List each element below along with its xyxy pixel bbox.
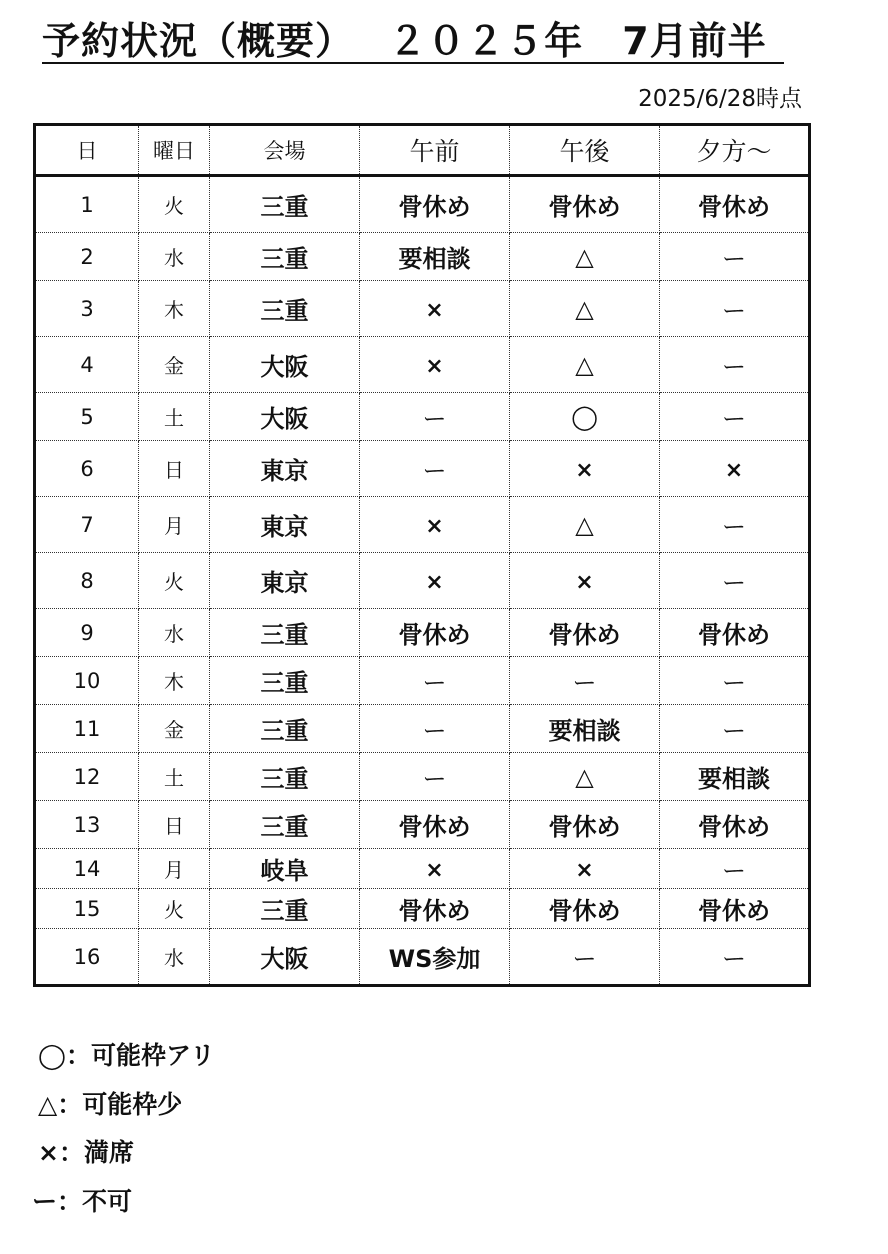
morning-cell	[360, 753, 510, 801]
table-row	[35, 281, 810, 337]
afternoon-cell: 骨休め	[510, 176, 660, 233]
venue-cell: 三重	[210, 233, 360, 281]
legend-available: ◯：可能枠アリ	[38, 1041, 215, 1070]
day-cell: 7	[35, 497, 139, 553]
afternoon-cell	[510, 753, 660, 801]
header-venue: 会場	[210, 125, 360, 176]
day-cell: 8	[35, 553, 139, 609]
afternoon-cell	[510, 393, 660, 441]
morning-cell	[360, 497, 510, 553]
evening-cell	[660, 441, 810, 497]
evening-cell	[660, 497, 810, 553]
status-mark: ー	[722, 717, 746, 745]
afternoon-cell: 骨休め	[510, 889, 660, 929]
table-row	[35, 553, 810, 609]
venue-cell: 大阪	[210, 929, 360, 986]
venue-cell: 三重	[210, 705, 360, 753]
evening-cell: 要相談	[660, 753, 810, 801]
venue-cell: 東京	[210, 441, 360, 497]
status-mark: △	[575, 762, 594, 791]
morning-cell	[360, 657, 510, 705]
morning-cell: 骨休め	[360, 889, 510, 929]
weekday-cell: 火	[139, 553, 210, 609]
day-cell: 11	[35, 705, 139, 753]
morning-cell	[360, 281, 510, 337]
table-row	[35, 889, 810, 929]
status-mark: ー	[572, 945, 597, 973]
status-mark: ×	[425, 353, 444, 379]
evening-cell	[660, 233, 810, 281]
day-cell: 10	[35, 657, 139, 705]
morning-cell: 骨休め	[360, 176, 510, 233]
table-row	[35, 176, 810, 233]
morning-cell	[360, 337, 510, 393]
evening-cell	[660, 337, 810, 393]
header-day: 日	[35, 125, 139, 176]
header-weekday: 曜日	[139, 125, 210, 176]
day-cell: 12	[35, 753, 139, 801]
legend-full: ×：満席	[38, 1138, 134, 1167]
day-cell: 1	[35, 176, 139, 233]
status-mark: △	[575, 294, 594, 323]
afternoon-cell	[510, 337, 660, 393]
venue-cell: 三重	[210, 281, 360, 337]
morning-cell	[360, 553, 510, 609]
weekday-cell: 水	[139, 929, 210, 986]
status-mark: ー	[422, 457, 447, 485]
evening-cell	[660, 553, 810, 609]
status-mark: ー	[722, 857, 746, 885]
as-of-date: 2025/6/28時点	[638, 86, 802, 112]
day-cell: 3	[35, 281, 139, 337]
status-mark: ー	[722, 945, 746, 973]
status-mark: ー	[422, 405, 447, 433]
afternoon-cell	[510, 657, 660, 705]
title-underline	[42, 62, 784, 64]
morning-cell	[360, 849, 510, 889]
status-mark: ー	[422, 717, 447, 745]
weekday-cell: 日	[139, 441, 210, 497]
evening-cell	[660, 929, 810, 986]
venue-cell: 三重	[210, 609, 360, 657]
evening-cell: 骨休め	[660, 609, 810, 657]
morning-cell	[360, 441, 510, 497]
weekday-cell: 月	[139, 849, 210, 889]
evening-cell	[660, 393, 810, 441]
morning-cell: 要相談	[360, 233, 510, 281]
morning-cell	[360, 705, 510, 753]
status-mark: ー	[572, 669, 597, 697]
weekday-cell: 日	[139, 801, 210, 849]
status-mark: ×	[425, 513, 444, 539]
weekday-cell: 火	[139, 176, 210, 233]
weekday-cell: 火	[139, 889, 210, 929]
venue-cell: 東京	[210, 497, 360, 553]
status-mark: ー	[722, 353, 746, 381]
status-mark: ー	[722, 405, 746, 433]
weekday-cell: 木	[139, 281, 210, 337]
status-mark: ー	[722, 297, 746, 325]
venue-cell: 大阪	[210, 337, 360, 393]
afternoon-cell: 要相談	[510, 705, 660, 753]
header-row	[35, 125, 810, 176]
morning-cell	[360, 393, 510, 441]
status-mark: △	[575, 350, 594, 379]
table-body	[35, 176, 810, 986]
table-row	[35, 337, 810, 393]
status-mark: ×	[575, 857, 594, 883]
day-cell: 4	[35, 337, 139, 393]
status-mark: ×	[425, 857, 444, 883]
weekday-cell: 土	[139, 753, 210, 801]
table-row	[35, 801, 810, 849]
table-row	[35, 929, 810, 986]
venue-cell: 東京	[210, 553, 360, 609]
afternoon-cell	[510, 233, 660, 281]
evening-cell	[660, 849, 810, 889]
venue-cell: 三重	[210, 889, 360, 929]
day-cell: 6	[35, 441, 139, 497]
table-row	[35, 609, 810, 657]
weekday-cell: 月	[139, 497, 210, 553]
table-row	[35, 393, 810, 441]
status-mark: ー	[422, 765, 447, 793]
status-mark: ー	[422, 669, 447, 697]
table-row	[35, 441, 810, 497]
evening-cell: 骨休め	[660, 889, 810, 929]
table-row	[35, 497, 810, 553]
evening-cell: 骨休め	[660, 176, 810, 233]
table-row	[35, 233, 810, 281]
status-mark: ×	[575, 569, 594, 595]
status-mark: ×	[575, 457, 594, 483]
venue-cell: 大阪	[210, 393, 360, 441]
afternoon-cell	[510, 441, 660, 497]
day-cell: 14	[35, 849, 139, 889]
legend-few-left: △：可能枠少	[38, 1089, 183, 1119]
weekday-cell: 水	[139, 233, 210, 281]
afternoon-cell	[510, 497, 660, 553]
table-row	[35, 753, 810, 801]
page-title: 予約状況（概要） ２０２５年 7月前半	[42, 19, 767, 63]
evening-cell	[660, 281, 810, 337]
table-row	[35, 849, 810, 889]
weekday-cell: 金	[139, 337, 210, 393]
status-mark: ー	[722, 669, 746, 697]
status-mark: △	[575, 510, 594, 539]
status-mark: △	[575, 242, 594, 271]
morning-cell: WS参加	[360, 929, 510, 986]
day-cell: 2	[35, 233, 139, 281]
weekday-cell: 水	[139, 609, 210, 657]
legend-unavailable: ー：不可	[32, 1186, 133, 1216]
afternoon-cell: 骨休め	[510, 609, 660, 657]
day-cell: 9	[35, 609, 139, 657]
evening-cell: 骨休め	[660, 801, 810, 849]
evening-cell	[660, 705, 810, 753]
status-mark: ー	[722, 245, 746, 273]
table-row	[35, 705, 810, 753]
venue-cell: 三重	[210, 176, 360, 233]
day-cell: 13	[35, 801, 139, 849]
venue-cell: 三重	[210, 801, 360, 849]
evening-cell	[660, 657, 810, 705]
day-cell: 5	[35, 393, 139, 441]
header-afternoon: 午後	[510, 125, 660, 176]
table-row	[35, 657, 810, 705]
venue-cell: 岐阜	[210, 849, 360, 889]
header-morning: 午前	[360, 125, 510, 176]
day-cell: 16	[35, 929, 139, 986]
venue-cell: 三重	[210, 753, 360, 801]
weekday-cell: 土	[139, 393, 210, 441]
afternoon-cell	[510, 553, 660, 609]
weekday-cell: 金	[139, 705, 210, 753]
venue-cell: 三重	[210, 657, 360, 705]
reservation-table	[33, 123, 811, 987]
status-mark: ー	[722, 569, 746, 597]
weekday-cell: 木	[139, 657, 210, 705]
status-mark: ×	[724, 457, 744, 483]
status-mark: ◯	[571, 402, 598, 431]
afternoon-cell	[510, 281, 660, 337]
header-evening: 夕方〜	[660, 125, 810, 176]
morning-cell: 骨休め	[360, 801, 510, 849]
legend	[32, 1036, 215, 1230]
afternoon-cell	[510, 929, 660, 986]
afternoon-cell: 骨休め	[510, 801, 660, 849]
afternoon-cell	[510, 849, 660, 889]
morning-cell: 骨休め	[360, 609, 510, 657]
day-cell: 15	[35, 889, 139, 929]
status-mark: ×	[425, 569, 444, 595]
status-mark: ー	[722, 513, 746, 541]
status-mark: ×	[425, 297, 444, 323]
